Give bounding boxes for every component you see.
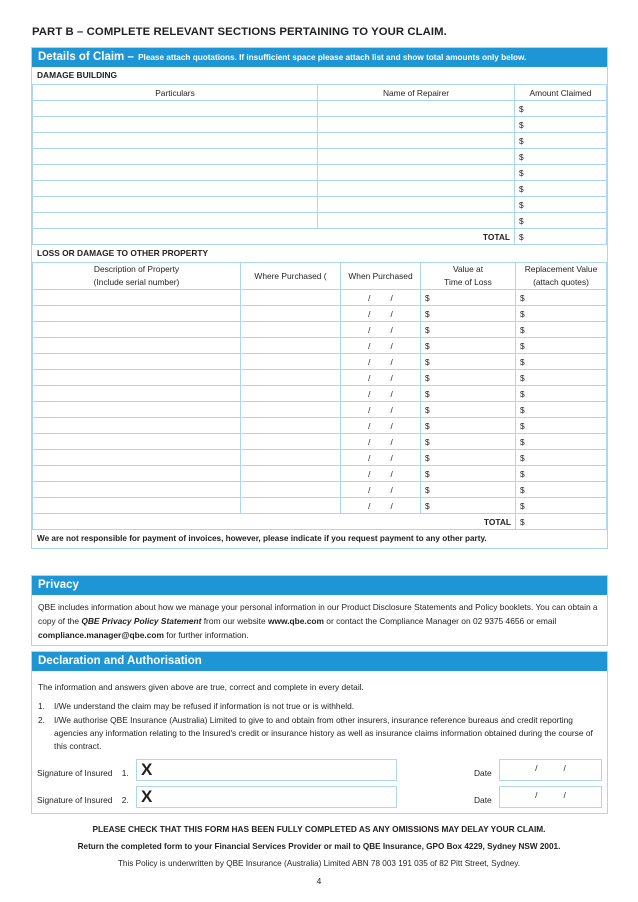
building-row bbox=[33, 133, 607, 149]
col-when: When Purchased bbox=[341, 263, 421, 290]
amount-field[interactable]: $ bbox=[515, 101, 607, 117]
description-field[interactable] bbox=[33, 338, 241, 354]
amount-field[interactable]: $ bbox=[515, 181, 607, 197]
repairer-field[interactable] bbox=[318, 133, 515, 149]
property-row bbox=[33, 482, 607, 498]
repairer-field[interactable] bbox=[318, 165, 515, 181]
compliance-email: compliance.manager@qbe.com bbox=[38, 630, 164, 640]
building-row bbox=[33, 101, 607, 117]
replacement-field[interactable]: $ bbox=[516, 498, 607, 514]
value-field[interactable]: $ bbox=[421, 482, 516, 498]
where-purchased-field[interactable] bbox=[241, 434, 341, 450]
when-purchased-field[interactable]: / / bbox=[341, 482, 421, 498]
details-of-claim-section bbox=[31, 47, 608, 549]
value-field[interactable]: $ bbox=[421, 386, 516, 402]
building-row bbox=[33, 149, 607, 165]
privacy-section bbox=[31, 575, 608, 646]
building-row bbox=[33, 197, 607, 213]
property-row bbox=[33, 322, 607, 338]
when-purchased-field[interactable]: / / bbox=[341, 290, 421, 306]
when-purchased-field[interactable]: / / bbox=[341, 386, 421, 402]
page-number: 4 bbox=[316, 876, 322, 886]
declaration-item-1: 1. I/We understand the claim may be refused if information is not true or is withheld. bbox=[38, 701, 355, 711]
date-1-label: Date bbox=[474, 768, 492, 778]
replacement-field[interactable]: $ bbox=[516, 386, 607, 402]
footer-warning: PLEASE CHECK THAT THIS FORM HAS BEEN FULLY COMPLETED AS ANY OMISSIONS MAY DELAY YOUR CLAIM. bbox=[92, 824, 546, 834]
repairer-field[interactable] bbox=[318, 197, 515, 213]
replacement-field[interactable]: $ bbox=[516, 402, 607, 418]
when-purchased-field[interactable]: / / bbox=[341, 450, 421, 466]
col-description: Description of Property (Include serial number) bbox=[33, 263, 241, 290]
details-title: Details of Claim – bbox=[38, 51, 134, 63]
where-purchased-field[interactable] bbox=[241, 354, 341, 370]
property-row bbox=[33, 498, 607, 514]
repairer-field[interactable] bbox=[318, 149, 515, 165]
building-row bbox=[33, 213, 607, 229]
description-field[interactable] bbox=[33, 418, 241, 434]
disclaimer: We are not responsible for payment of invoices, however, please indicate if you request payment to any other party. bbox=[37, 534, 487, 543]
property-row bbox=[33, 306, 607, 322]
repairer-field[interactable] bbox=[318, 101, 515, 117]
description-field[interactable] bbox=[33, 322, 241, 338]
replacement-field[interactable]: $ bbox=[516, 370, 607, 386]
property-total-label: TOTAL bbox=[33, 514, 516, 530]
description-field[interactable] bbox=[33, 466, 241, 482]
particulars-field[interactable] bbox=[33, 149, 318, 165]
declaration-section bbox=[31, 651, 608, 814]
building-total-label: TOTAL bbox=[33, 229, 515, 245]
particulars-field[interactable] bbox=[33, 197, 318, 213]
description-field[interactable] bbox=[33, 306, 241, 322]
where-purchased-field[interactable] bbox=[241, 450, 341, 466]
where-purchased-field[interactable] bbox=[241, 466, 341, 482]
declaration-header: Declaration and Authorisation bbox=[32, 652, 607, 671]
date-2-field[interactable]: / / bbox=[499, 786, 602, 808]
when-purchased-field[interactable]: / / bbox=[341, 354, 421, 370]
replacement-field[interactable]: $ bbox=[516, 466, 607, 482]
particulars-field[interactable] bbox=[33, 181, 318, 197]
footer-return-address: Return the completed form to your Financial Services Provider or mail to QBE Insurance, GPO Box 4229, Sydney NSW 2001. bbox=[77, 842, 561, 851]
when-purchased-field[interactable]: / / bbox=[341, 466, 421, 482]
date-2-label: Date bbox=[474, 795, 492, 805]
value-field[interactable]: $ bbox=[421, 322, 516, 338]
col-where: Where Purchased ( bbox=[241, 263, 341, 290]
where-purchased-field[interactable] bbox=[241, 498, 341, 514]
replacement-field[interactable]: $ bbox=[516, 418, 607, 434]
declaration-intro: The information and answers given above are true, correct and complete in every detail. bbox=[38, 682, 364, 692]
when-purchased-field[interactable]: / / bbox=[341, 370, 421, 386]
repairer-field[interactable] bbox=[318, 181, 515, 197]
where-purchased-field[interactable] bbox=[241, 418, 341, 434]
where-purchased-field[interactable] bbox=[241, 338, 341, 354]
repairer-field[interactable] bbox=[318, 117, 515, 133]
signature-1-field[interactable] bbox=[136, 759, 397, 781]
signature-2-label: Signature of Insured 2. bbox=[37, 795, 129, 805]
where-purchased-field[interactable] bbox=[241, 402, 341, 418]
value-field[interactable]: $ bbox=[421, 434, 516, 450]
where-purchased-field[interactable] bbox=[241, 482, 341, 498]
building-row bbox=[33, 117, 607, 133]
property-row bbox=[33, 402, 607, 418]
footer-underwriter: This Policy is underwritten by QBE Insurance (Australia) Limited ABN 78 003 191 035 of 82 Pitt Street, Sydney. bbox=[117, 859, 521, 868]
date-1-field[interactable]: / / bbox=[499, 759, 602, 781]
description-field[interactable] bbox=[33, 498, 241, 514]
other-property-label: LOSS OR DAMAGE TO OTHER PROPERTY bbox=[37, 248, 209, 258]
col-repairer: Name of Repairer bbox=[318, 85, 515, 101]
value-field[interactable]: $ bbox=[421, 338, 516, 354]
value-field[interactable]: $ bbox=[421, 354, 516, 370]
when-purchased-field[interactable]: / / bbox=[341, 418, 421, 434]
amount-field[interactable]: $ bbox=[515, 213, 607, 229]
description-field[interactable] bbox=[33, 290, 241, 306]
property-row bbox=[33, 338, 607, 354]
privacy-policy-title: QBE Privacy Policy Statement bbox=[81, 616, 202, 626]
signature-2-field[interactable] bbox=[136, 786, 397, 808]
where-purchased-field[interactable] bbox=[241, 290, 341, 306]
value-field[interactable]: $ bbox=[421, 370, 516, 386]
where-purchased-field[interactable] bbox=[241, 306, 341, 322]
property-row bbox=[33, 370, 607, 386]
description-field[interactable] bbox=[33, 482, 241, 498]
privacy-header: Privacy bbox=[32, 576, 607, 595]
amount-field[interactable]: $ bbox=[515, 117, 607, 133]
replacement-field[interactable]: $ bbox=[516, 322, 607, 338]
value-field[interactable]: $ bbox=[421, 498, 516, 514]
damage-building-table bbox=[32, 84, 607, 245]
replacement-field[interactable]: $ bbox=[516, 354, 607, 370]
building-row bbox=[33, 181, 607, 197]
when-purchased-field[interactable]: / / bbox=[341, 338, 421, 354]
part-title: PART B – COMPLETE RELEVANT SECTIONS PERTAINING TO YOUR CLAIM. bbox=[32, 26, 447, 38]
value-field[interactable]: $ bbox=[421, 450, 516, 466]
particulars-field[interactable] bbox=[33, 117, 318, 133]
amount-field[interactable]: $ bbox=[515, 133, 607, 149]
building-row bbox=[33, 165, 607, 181]
signature-2-mark: X bbox=[141, 787, 153, 806]
col-particulars: Particulars bbox=[33, 85, 318, 101]
when-purchased-field[interactable]: / / bbox=[341, 434, 421, 450]
description-field[interactable] bbox=[33, 434, 241, 450]
property-row bbox=[33, 434, 607, 450]
where-purchased-field[interactable] bbox=[241, 370, 341, 386]
when-purchased-field[interactable]: / / bbox=[341, 322, 421, 338]
replacement-field[interactable]: $ bbox=[516, 482, 607, 498]
details-note: Please attach quotations. If insufficient space please attach list and show total amounts only below. bbox=[138, 53, 527, 62]
col-replacement: Replacement Value (attach quotes) bbox=[516, 263, 607, 290]
repairer-field[interactable] bbox=[318, 213, 515, 229]
particulars-field[interactable] bbox=[33, 133, 318, 149]
replacement-field[interactable]: $ bbox=[516, 338, 607, 354]
amount-field[interactable]: $ bbox=[515, 149, 607, 165]
property-total-field[interactable]: $ bbox=[516, 514, 607, 530]
property-row bbox=[33, 386, 607, 402]
privacy-text: QBE includes information about how we manage your personal information in our Product Disclosure Statements and Policy booklets. You can obtain a copy of the QBE Privacy Policy Statement from our website www.qbe.com or contact the Compliance Manager on 02 9375 4656 or email compliance.manager@qbe.com for further information. bbox=[38, 602, 598, 640]
description-field[interactable] bbox=[33, 402, 241, 418]
property-row bbox=[33, 466, 607, 482]
col-amount: Amount Claimed bbox=[515, 85, 607, 101]
value-field[interactable]: $ bbox=[421, 402, 516, 418]
when-purchased-field[interactable]: / / bbox=[341, 498, 421, 514]
property-row bbox=[33, 418, 607, 434]
website: www.qbe.com bbox=[267, 616, 324, 626]
replacement-field[interactable]: $ bbox=[516, 290, 607, 306]
amount-field[interactable]: $ bbox=[515, 165, 607, 181]
description-field[interactable] bbox=[33, 354, 241, 370]
details-header bbox=[32, 48, 607, 67]
particulars-field[interactable] bbox=[33, 213, 318, 229]
particulars-field[interactable] bbox=[33, 165, 318, 181]
other-property-table bbox=[32, 262, 607, 530]
declaration-item-2: 2. I/We authorise QBE Insurance (Australia) Limited to give to and obtain from other insurers, insurance reference bureaus and credit reporting agencies any information relating to the Insured's credit or insurance history as well as insurance claims information obtained during the course of this contract. bbox=[38, 715, 593, 751]
where-purchased-field[interactable] bbox=[241, 322, 341, 338]
property-row bbox=[33, 354, 607, 370]
col-value: Value at Time of Loss bbox=[421, 263, 516, 290]
description-field[interactable] bbox=[33, 370, 241, 386]
where-purchased-field[interactable] bbox=[241, 386, 341, 402]
damage-building-label: DAMAGE BUILDING bbox=[37, 70, 118, 80]
signature-1-label: Signature of Insured 1. bbox=[37, 768, 129, 778]
property-row bbox=[33, 290, 607, 306]
replacement-field[interactable]: $ bbox=[516, 450, 607, 466]
when-purchased-field[interactable]: / / bbox=[341, 306, 421, 322]
property-row bbox=[33, 450, 607, 466]
description-field[interactable] bbox=[33, 386, 241, 402]
when-purchased-field[interactable]: / / bbox=[341, 402, 421, 418]
value-field[interactable]: $ bbox=[421, 290, 516, 306]
building-total-field[interactable]: $ bbox=[515, 229, 607, 245]
replacement-field[interactable]: $ bbox=[516, 434, 607, 450]
description-field[interactable] bbox=[33, 450, 241, 466]
value-field[interactable]: $ bbox=[421, 306, 516, 322]
signature-1-mark: X bbox=[141, 760, 153, 779]
particulars-field[interactable] bbox=[33, 101, 318, 117]
amount-field[interactable]: $ bbox=[515, 197, 607, 213]
value-field[interactable]: $ bbox=[421, 466, 516, 482]
replacement-field[interactable]: $ bbox=[516, 306, 607, 322]
value-field[interactable]: $ bbox=[421, 418, 516, 434]
